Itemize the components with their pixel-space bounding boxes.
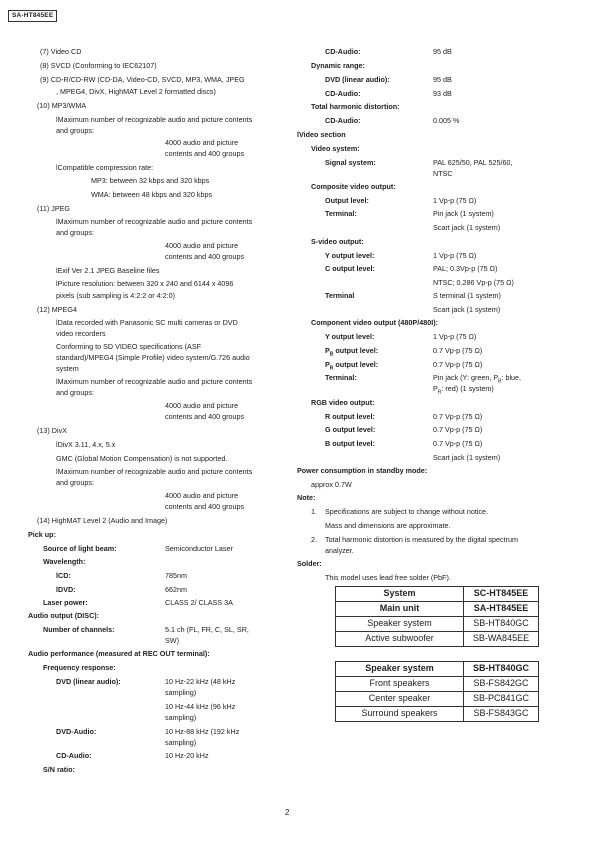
- spec-line: and groups:: [56, 228, 94, 237]
- table-cell: SB-HT840GC: [464, 662, 539, 677]
- spec-label: C output level:: [325, 264, 375, 273]
- spec-value: 1 Vp-p (75 Ω): [433, 332, 477, 341]
- spec-value: Scart jack (1 system): [433, 305, 501, 314]
- table-cell: System: [336, 587, 464, 602]
- spec-line: 4000 audio and picture: [165, 241, 239, 250]
- spec-label: S/N ratio:: [43, 765, 75, 774]
- spec-line: (11) JPEG: [37, 204, 71, 213]
- spec-label: Dynamic range:: [311, 61, 365, 70]
- spec-label: Signal system:: [325, 158, 376, 167]
- spec-value: 10 Hz-20 kHz: [165, 751, 209, 760]
- section-heading: Audio performance (measured at REC OUT terminal):: [28, 649, 210, 658]
- spec-label: $P_B$ output level:: [325, 346, 379, 358]
- spec-line: contents and 400 groups: [165, 252, 245, 261]
- spec-label: CD-Audio:: [56, 751, 92, 760]
- spec-value: approx 0.7W: [311, 480, 352, 489]
- spec-line: and groups:: [56, 478, 94, 487]
- spec-label: $P_R$ output level:: [325, 360, 379, 372]
- spec-label: DVD-Audio:: [56, 727, 97, 736]
- spec-line: MP3: between 32 kbps and 320 kbps: [91, 176, 210, 185]
- spec-line: lMaximum number of recognizable audio and picture contents: [56, 115, 253, 124]
- spec-value: Pin jack (1 system): [433, 209, 494, 218]
- spec-value: 0.7 Vp-p (75 Ω): [433, 425, 483, 434]
- spec-line: (8) SVCD (Conforming to IEC62107): [40, 61, 157, 70]
- table-cell: Center speaker: [336, 692, 464, 707]
- spec-value: Scart jack (1 system): [433, 223, 501, 232]
- spec-value: 0.7 Vp-p (75 Ω): [433, 346, 483, 355]
- spec-value: 0.005 %: [433, 116, 460, 125]
- spec-value: 0.7 Vp-p (75 Ω): [433, 439, 483, 448]
- spec-value: 95 dB: [433, 47, 452, 56]
- spec-label: Wavelength:: [43, 557, 86, 566]
- spec-label: Source of light beam:: [43, 544, 117, 553]
- table-cell: Speaker system: [336, 662, 464, 677]
- table-row: [336, 692, 539, 707]
- spec-line: lMaximum number of recognizable audio and picture contents: [56, 217, 253, 226]
- spec-value: NTSC; 0.286 Vp-p (75 Ω): [433, 278, 514, 287]
- table-row: [336, 617, 539, 632]
- spec-line: (7) Video CD: [40, 47, 82, 56]
- spec-line: lCompatible compression rate:: [56, 163, 154, 172]
- table-cell: Front speakers: [336, 677, 464, 692]
- spec-value: NTSC: [433, 169, 453, 178]
- spec-value: 785nm: [165, 571, 187, 580]
- spec-line: (14) HighMAT Level 2 (Audio and Image): [37, 516, 168, 525]
- section-heading: Solder:: [297, 559, 322, 568]
- spec-label: Output level:: [325, 196, 369, 205]
- section-heading: Pick up:: [28, 530, 56, 539]
- table-row: [336, 632, 539, 647]
- spec-value: 93 dB: [433, 89, 452, 98]
- page-number: 2: [285, 808, 290, 817]
- spec-label: CD-Audio:: [325, 89, 361, 98]
- spec-label: Laser power:: [43, 598, 88, 607]
- spec-value: 0.7 Vp-p (75 Ω): [433, 412, 483, 421]
- table-cell: SB-FS842GC: [464, 677, 539, 692]
- spec-label: S-video output:: [311, 237, 364, 246]
- spec-value: S terminal (1 system): [433, 291, 501, 300]
- spec-label: lCD:: [56, 571, 71, 580]
- spec-label: Component video output (480P/480I):: [311, 318, 438, 327]
- spec-label: Terminal: [325, 291, 355, 300]
- spec-line: and groups:: [56, 126, 94, 135]
- spec-label: Number of channels:: [43, 625, 115, 634]
- spec-value: 10 Hz-88 kHz (192 kHz: [165, 727, 240, 736]
- table-row: [336, 602, 539, 617]
- spec-label: CD-Audio:: [325, 47, 361, 56]
- spec-value: Scart jack (1 system): [433, 453, 501, 462]
- spec-line: lMaximum number of recognizable audio and picture contents: [56, 467, 253, 476]
- spec-label: B output level:: [325, 439, 375, 448]
- spec-line: GMC (Global Motion Compensation) is not supported.: [56, 454, 228, 463]
- spec-value: sampling): [165, 738, 197, 747]
- spec-label: Total harmonic distortion:: [311, 102, 400, 111]
- spec-value: PAL; 0.3Vp-p (75 Ω): [433, 264, 498, 273]
- spec-label: Y output level:: [325, 251, 375, 260]
- spec-line: (9) CD-R/CD-RW (CD-DA, Video-CD, SVCD, MP3, WMA, JPEG: [40, 75, 245, 84]
- table-row: [336, 707, 539, 722]
- table-row: [336, 587, 539, 602]
- spec-label: DVD (linear audio):: [325, 75, 390, 84]
- spec-value: SW): [165, 636, 179, 645]
- spec-line: (10) MP3/WMA: [37, 101, 87, 110]
- spec-value: Semiconductor Laser: [165, 544, 233, 553]
- spec-line: lExif Ver 2.1 JPEG Baseline files: [56, 266, 160, 275]
- spec-line: and groups:: [56, 388, 94, 397]
- table-cell: Main unit: [336, 602, 464, 617]
- table-cell: SA-HT845EE: [464, 602, 539, 617]
- table-cell: SC-HT845EE: [464, 587, 539, 602]
- spec-line: (13) DivX: [37, 426, 67, 435]
- section-heading: Audio output (DISC):: [28, 611, 100, 620]
- spec-line: lData recorded with Panasonic SC multi cameras or DVD: [56, 318, 238, 327]
- solder-text: This model uses lead free solder (PbF).: [325, 573, 451, 582]
- spec-label: R output level:: [325, 412, 375, 421]
- spec-line: system: [56, 364, 79, 373]
- system-model-table: [335, 586, 539, 647]
- spec-label: lDVD:: [56, 585, 76, 594]
- spec-label: RGB video output:: [311, 398, 375, 407]
- spec-value: 0.7 Vp-p (75 Ω): [433, 360, 483, 369]
- spec-line: contents and 400 groups: [165, 412, 245, 421]
- table-row: [336, 662, 539, 677]
- section-heading: Note:: [297, 493, 316, 502]
- spec-line: pixels (sub sampling is 4:2:2 or 4:2:0): [56, 291, 176, 300]
- table-cell: SB-WA845EE: [464, 632, 539, 647]
- spec-label: Frequency response:: [43, 663, 116, 672]
- note-text: analyzer.: [325, 546, 354, 555]
- spec-line: contents and 400 groups: [165, 502, 245, 511]
- spec-value: 95 dB: [433, 75, 452, 84]
- spec-line: lMaximum number of recognizable audio and picture contents: [56, 377, 253, 386]
- spec-label: Video system:: [311, 144, 360, 153]
- spec-value: 5.1 ch (FL, FR, C, SL, SR,: [165, 625, 249, 634]
- spec-line: 4000 audio and picture: [165, 491, 239, 500]
- spec-line: WMA: between 48 kbps and 320 kbps: [91, 190, 213, 199]
- note-text: Total harmonic distortion is measured by the digital spectrum: [325, 535, 518, 544]
- section-heading: Power consumption in standby mode:: [297, 466, 428, 475]
- spec-value: sampling): [165, 688, 197, 697]
- spec-label: Composite video output:: [311, 182, 396, 191]
- spec-label: G output level:: [325, 425, 376, 434]
- spec-value: 1 Vp-p (75 Ω): [433, 196, 477, 205]
- spec-label: Terminal:: [325, 209, 357, 218]
- table-row: [336, 677, 539, 692]
- table-cell: SB-FS843GC: [464, 707, 539, 722]
- spec-value: PAL 625/50, PAL 525/60,: [433, 158, 513, 167]
- note-text: Specifications are subject to change without notice.: [325, 507, 489, 516]
- spec-line: lDivX 3.11, 4.x, 5.x: [56, 440, 116, 449]
- spec-line: standard)/MPEG4 (Simple Profile) video system/G.726 audio: [56, 353, 250, 362]
- spec-value: $P_R$: red) (1 system): [433, 384, 494, 396]
- table-cell: SB-PC841GC: [464, 692, 539, 707]
- spec-value: 1 Vp-p (75 Ω): [433, 251, 477, 260]
- model-tag: SA-HT845EE: [8, 10, 57, 22]
- spec-value: 10 Hz-44 kHz (96 kHz: [165, 702, 236, 711]
- spec-label: DVD (linear audio):: [56, 677, 121, 686]
- spec-line: 4000 audio and picture: [165, 401, 239, 410]
- spec-label: Terminal:: [325, 373, 357, 382]
- spec-line: Conforming to SD VIDEO specifications (ASF: [56, 342, 201, 351]
- spec-line: 4000 audio and picture: [165, 138, 239, 147]
- spec-line: video recorders: [56, 329, 106, 338]
- spec-line: lPicture resolution: between 320 x 240 and 6144 x 4096: [56, 279, 234, 288]
- spec-line: contents and 400 groups: [165, 149, 245, 158]
- spec-line: , MPEG4, DivX, HighMAT Level 2 formatted discs): [56, 87, 216, 96]
- spec-value: sampling): [165, 713, 197, 722]
- table-cell: Active subwoofer: [336, 632, 464, 647]
- spec-label: Y output level:: [325, 332, 375, 341]
- spec-value: 662nm: [165, 585, 187, 594]
- speaker-model-table: [335, 661, 539, 722]
- spec-value: 10 Hz-22 kHz (48 kHz: [165, 677, 236, 686]
- spec-value: CLASS 2/ CLASS 3A: [165, 598, 233, 607]
- spec-value: Pin jack (Y: green, $P_B$: blue,: [433, 373, 522, 385]
- note-number: 2.: [311, 535, 317, 544]
- section-heading: lVideo section: [297, 130, 346, 139]
- table-cell: SB-HT840GC: [464, 617, 539, 632]
- table-cell: Speaker system: [336, 617, 464, 632]
- spec-label: CD-Audio:: [325, 116, 361, 125]
- spec-line: (12) MPEG4: [37, 305, 77, 314]
- table-cell: Surround speakers: [336, 707, 464, 722]
- note-number: 1.: [311, 507, 317, 516]
- note-text: Mass and dimensions are approximate.: [325, 521, 451, 530]
